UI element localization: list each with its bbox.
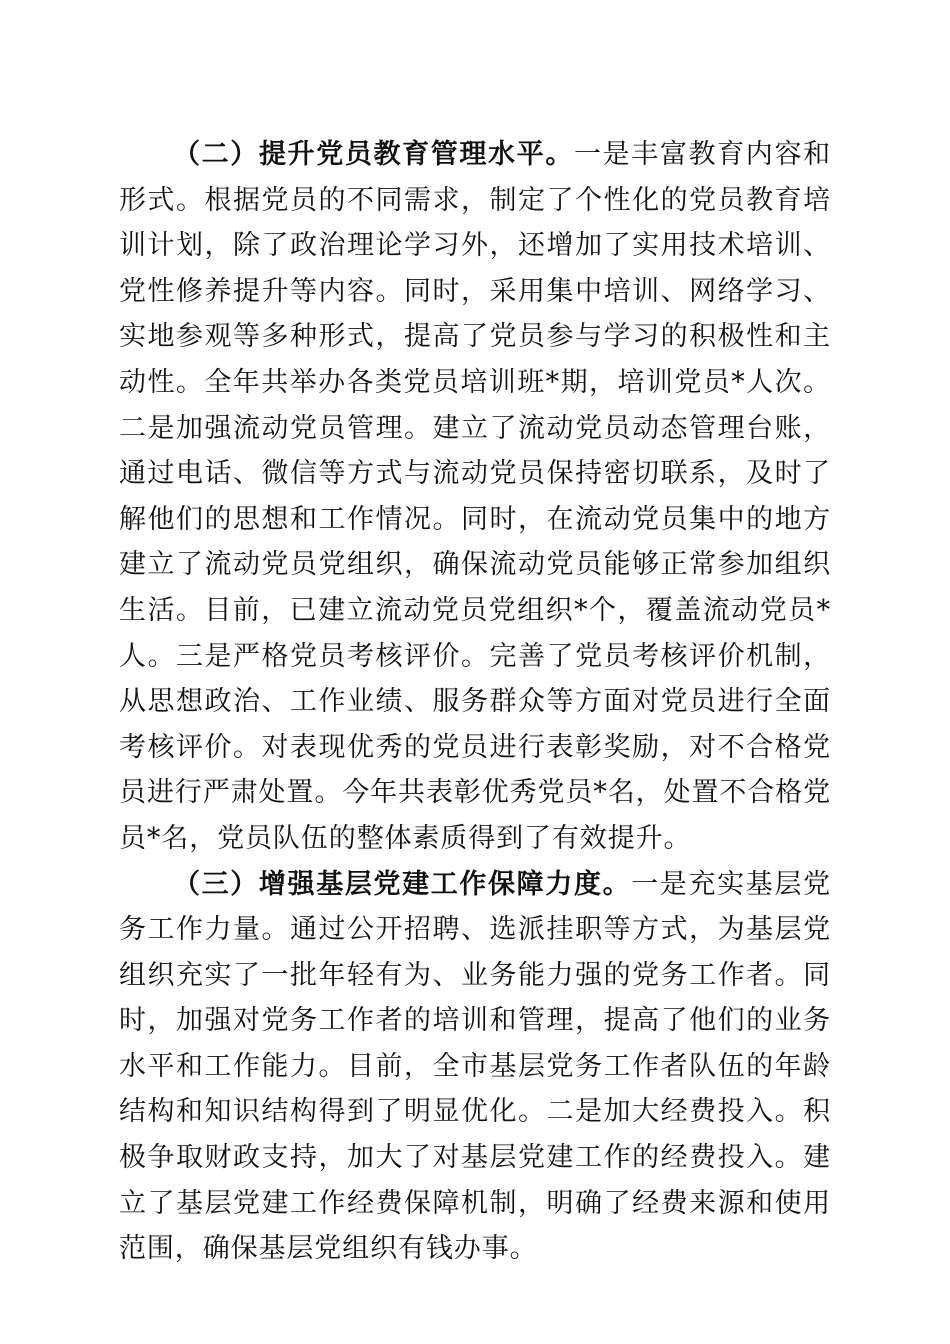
paragraph-text-3: 一是充实基层党务工作力量。通过公开招聘、选派挂职等方式，为基层党组织充实了一批年轻有为、业务能力强的党务工作者。同时，加强对党务工作者的培训和管理，提高了他们的业务水平和工作能力。目前，全市基层党务工作者队伍的年龄结构和知识结构得到了明显优化。二是加大经费投入。积极争取财政支持，加大了对基层党建工作的经费投入。建立了基层党建工作经费保障机制，明确了经费来源和使用范围，确保基层党组织有钱办事。 [119,868,831,1265]
section-heading-3: （三）增强基层党建工作保障力度。 [173,868,632,900]
section-heading-2: （二）提升党员教育管理水平。 [173,139,574,170]
paragraph-education-management [119,132,831,862]
paragraph-grassroots-support [119,862,831,1272]
document-body [119,132,831,1272]
paragraph-text-2: 一是丰富教育内容和形式。根据党员的不同需求，制定了个性化的党员教育培训计划，除了政治理论学习外，还增加了实用技术培训、党性修养提升等内容。同时，采用集中培训、网络学习、实地参观等多种形式，提高了党员参与学习的积极性和主动性。全年共举办各类党员培训班*期，培训党员*人次。二是加强流动党员管理。建立了流动党员动态管理台账，通过电话、微信等方式与流动党员保持密切联系，及时了解他们的思想和工作情况。同时，在流动党员集中的地方建立了流动党员党组织，确保流动党员能够正常参加组织生活。目前，已建立流动党员党组织*个，覆盖流动党员*人。三是严格党员考核评价。完善了党员考核评价机制，从思想政治、工作业绩、服务群众等方面对党员进行全面考核评价。对表现优秀的党员进行表彰奖励，对不合格党员进行严肃处置。今年共表彰优秀党员*名，处置不合格党员*名，党员队伍的整体素质得到了有效提升。 [119,139,831,854]
